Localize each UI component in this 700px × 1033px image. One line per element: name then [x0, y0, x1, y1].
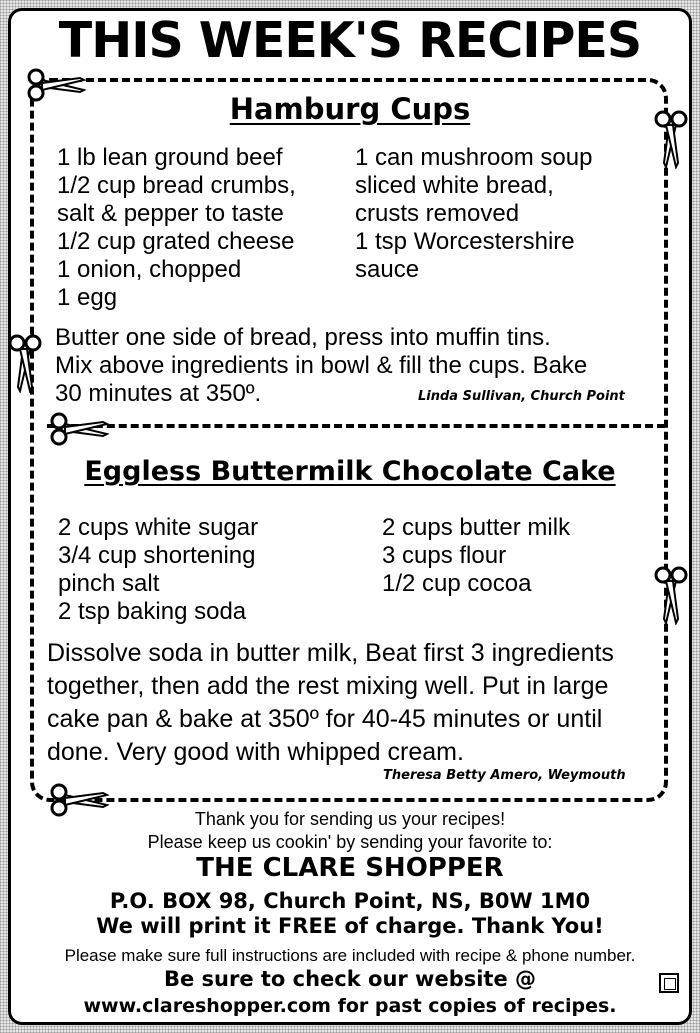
scissors-icon	[8, 333, 42, 393]
footer-address: P.O. BOX 98, Church Point, NS, B0W 1M0	[109, 889, 591, 913]
ingredient: 3 cups flour	[382, 542, 507, 569]
footer-website-line: Be sure to check our website @	[163, 967, 537, 991]
ingredient: 2 cups white sugar	[58, 514, 259, 541]
ingredient: 2 tsp baking soda	[58, 598, 247, 625]
footer-website-url: www.clareshopper.com for past copies of recipes.	[83, 995, 617, 1017]
recipe-1-credit: Linda Sullivan, Church Point	[418, 389, 625, 404]
direction-line: done. Very good with whipped cream.	[47, 738, 464, 766]
ingredient: 1 tsp Worcestershire	[355, 228, 575, 255]
ingredient: 2 cups butter milk	[382, 514, 571, 541]
scissors-icon	[26, 68, 86, 102]
direction-line: cake pan & bake at 350º for 40-45 minutes or until	[47, 705, 603, 733]
footer-shopper-name: THE CLARE SHOPPER	[196, 853, 504, 883]
footer-instructions: Please make sure full instructions are included with recipe & phone number.	[64, 946, 636, 965]
ingredient: 1 can mushroom soup	[355, 144, 593, 171]
recipe-2-credit: Theresa Betty Amero, Weymouth	[383, 768, 626, 783]
direction-line: 30 minutes at 350º.	[55, 380, 262, 407]
scissors-icon	[654, 109, 688, 169]
ingredient: 1/2 cup grated cheese	[57, 228, 295, 255]
recipe-1-ingredients-right	[355, 144, 592, 284]
recipe-1-ingredients-left	[57, 144, 296, 312]
scissors-icon	[654, 565, 688, 625]
ingredient: sauce	[355, 256, 420, 283]
direction-line: Dissolve soda in butter milk, Beat first 3 ingredients	[47, 639, 614, 667]
ingredient: 1 onion, chopped	[57, 256, 242, 283]
direction-line: together, then add the rest mixing well. Put in large	[47, 672, 609, 700]
ingredient: 1 egg	[57, 284, 118, 311]
ingredient: 1/2 cup cocoa	[382, 570, 532, 597]
recipe-2-ingredients-right	[382, 514, 570, 598]
recipe-2-title: Eggless Buttermilk Chocolate Cake	[84, 456, 616, 487]
footer-thanks: Thank you for sending us your recipes!	[194, 809, 506, 829]
recipe-1-title: Hamburg Cups	[229, 92, 471, 126]
ingredient: salt & pepper to taste	[57, 200, 284, 227]
recipe-2-ingredients-left	[58, 514, 258, 626]
ingredient: 1 lb lean ground beef	[57, 144, 283, 171]
coupon-divider	[47, 424, 665, 428]
footer-free-line: We will print it FREE of charge. Thank You!	[96, 914, 604, 938]
page-headline: THIS WEEK'S RECIPES	[58, 12, 642, 69]
ingredient: 1/2 cup bread crumbs,	[57, 172, 296, 199]
direction-line: Butter one side of bread, press into muffin tins.	[55, 324, 551, 351]
cut-box-icon	[659, 973, 679, 993]
ingredient: sliced white bread,	[355, 172, 554, 199]
ingredient: crusts removed	[355, 200, 520, 227]
recipe-2-directions	[47, 637, 614, 769]
scissors-icon	[49, 412, 109, 446]
footer-keep-cookin: Please keep us cookin' by sending your favorite to:	[147, 832, 553, 852]
ingredient: 3/4 cup shortening	[58, 542, 256, 569]
ingredient: pinch salt	[58, 570, 160, 597]
direction-line: Mix above ingredients in bowl & fill the cups. Bake	[55, 352, 588, 379]
